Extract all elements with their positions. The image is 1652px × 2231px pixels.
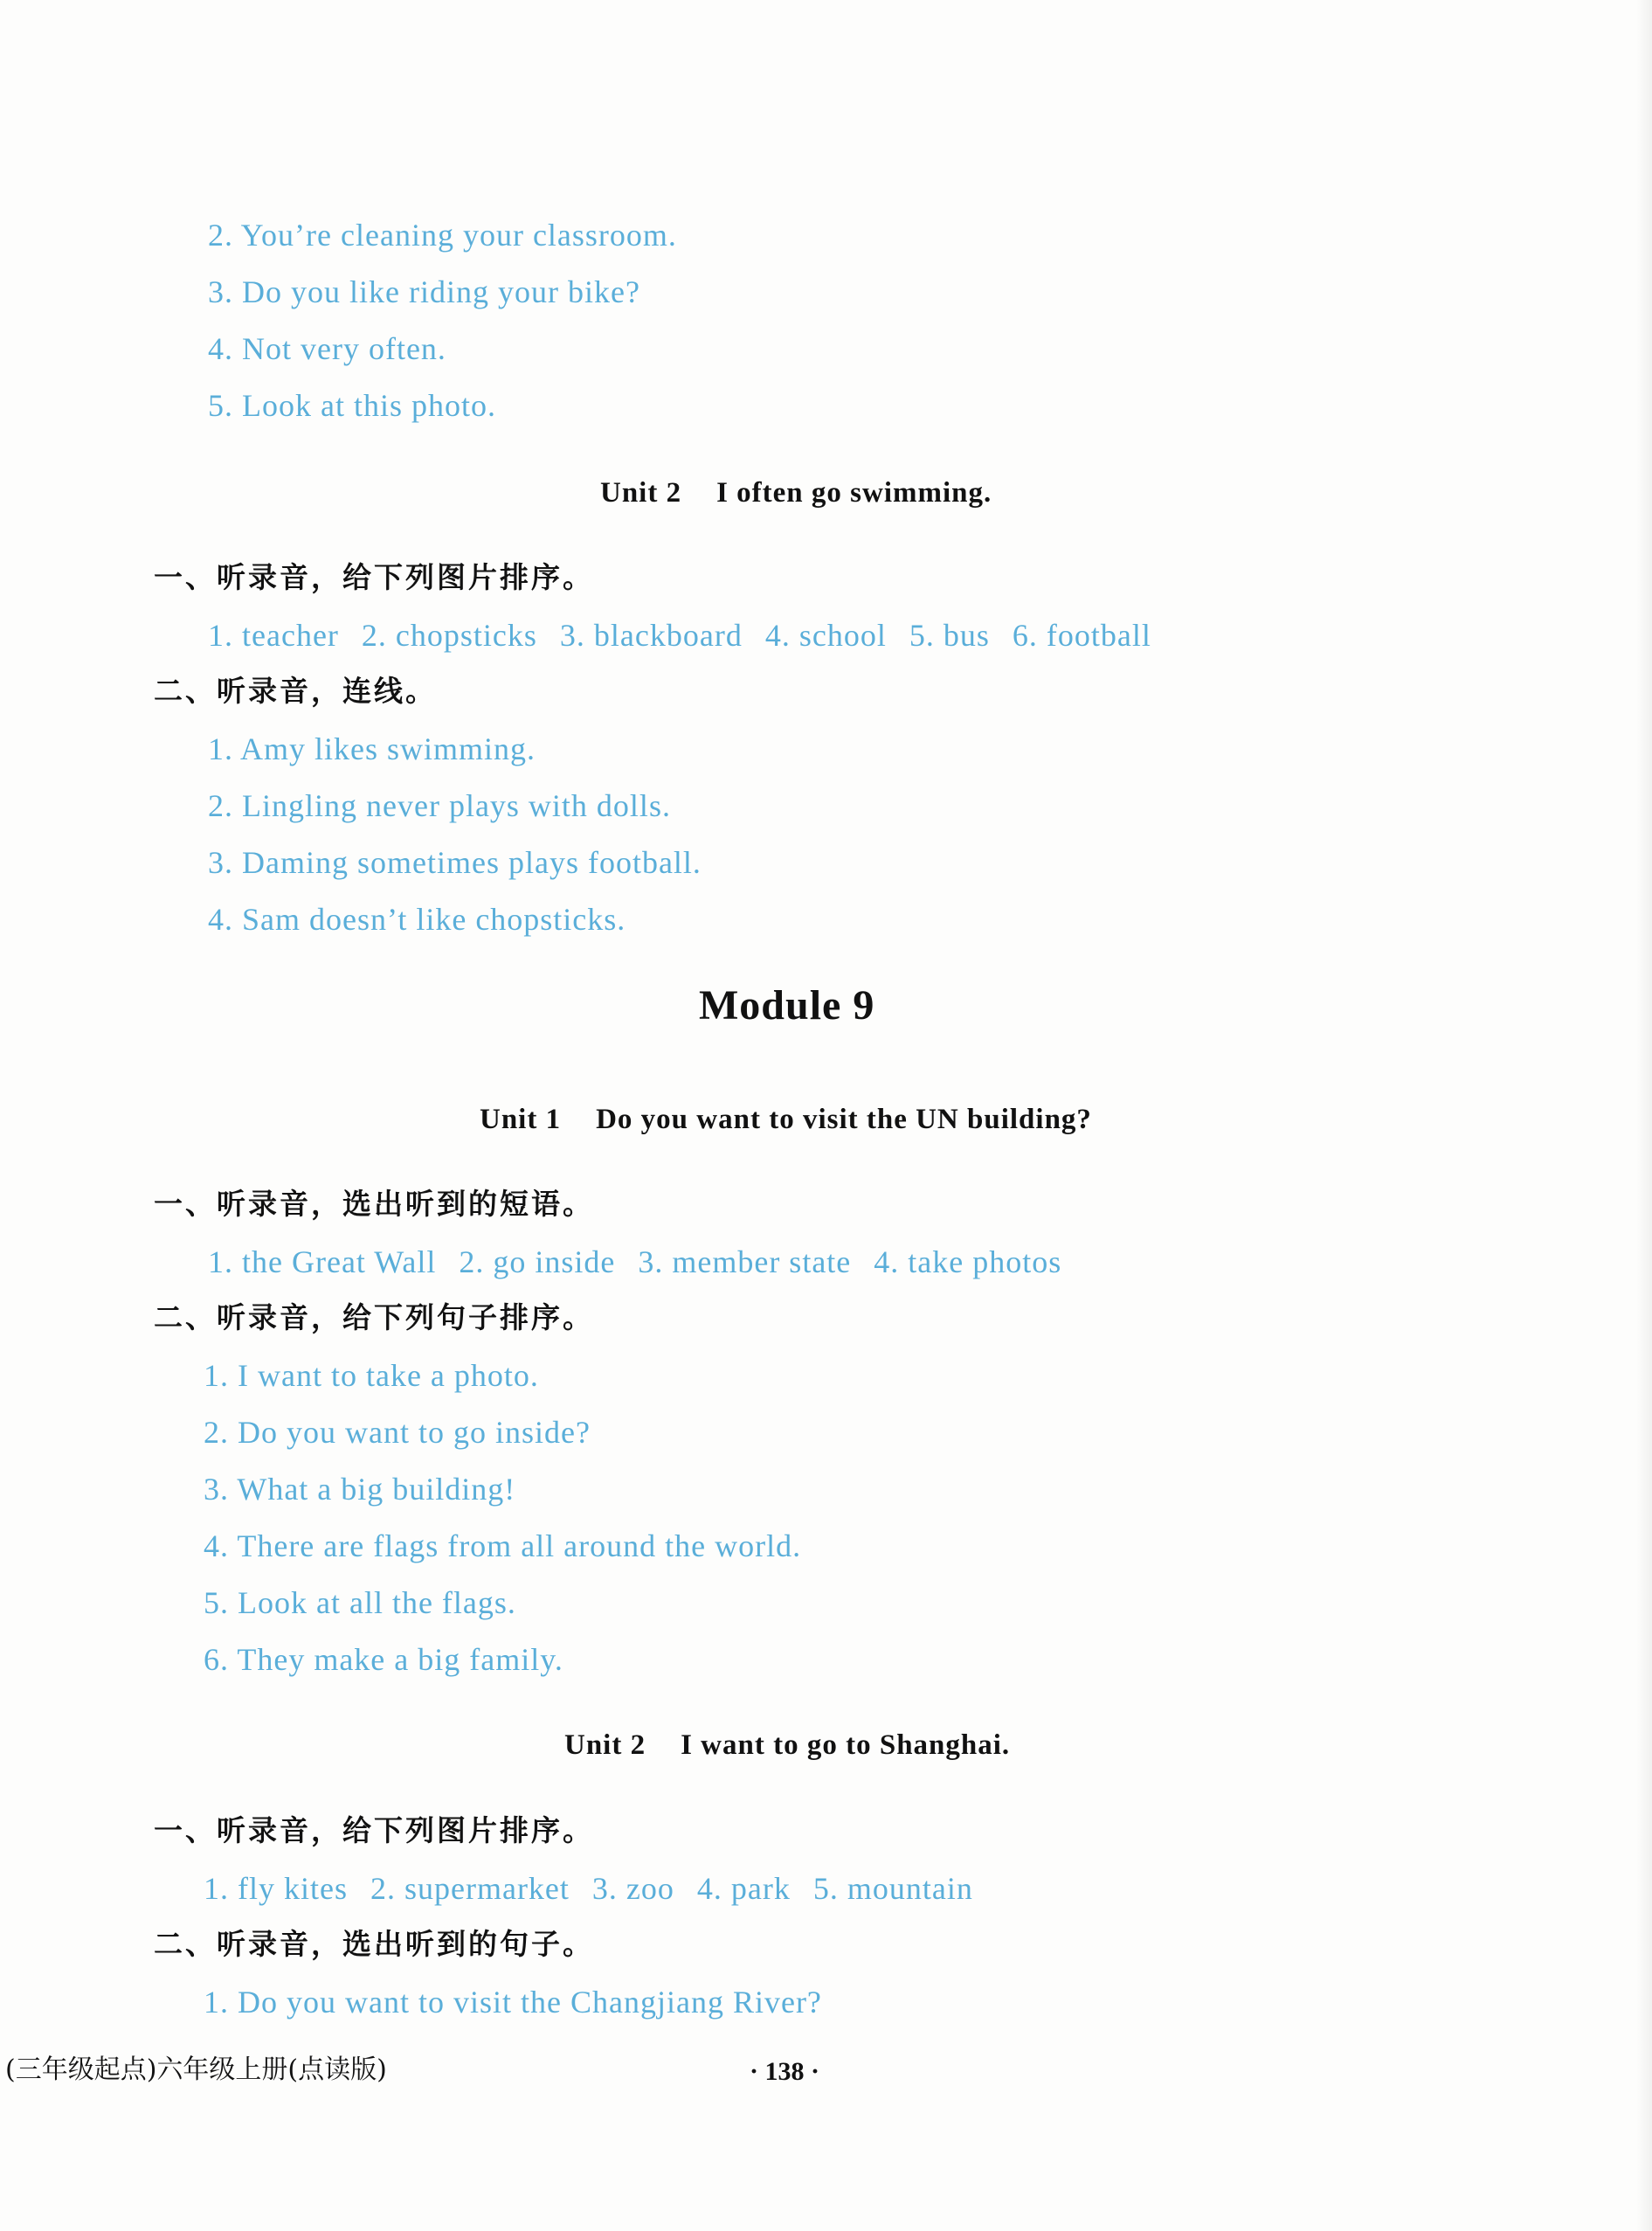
answer-row xyxy=(208,1246,1084,1278)
answer-item: 1. fly kites xyxy=(204,1871,348,1906)
answer-line: 4. There are flags from all around the world. xyxy=(204,1528,802,1563)
unit-name: I want to go to Shanghai. xyxy=(681,1729,1011,1761)
answer-line: 2. You’re cleaning your classroom. xyxy=(208,218,677,253)
answer-line: 3. What a big building! xyxy=(204,1472,516,1507)
page-edge-shadow xyxy=(1636,0,1652,2231)
unit-title xyxy=(480,1105,1092,1134)
answer-line: 5. Look at this photo. xyxy=(208,388,496,423)
answer-item: 1. the Great Wall xyxy=(208,1244,437,1279)
answer-item: 3. zoo xyxy=(591,1871,674,1906)
answer-item: 3. member state xyxy=(638,1244,852,1279)
answer-line: 2. Do you want to go inside? xyxy=(204,1415,591,1450)
answer-item: 1. teacher xyxy=(208,618,339,653)
answer-item: 4. school xyxy=(764,618,887,653)
page-number: · 138 · xyxy=(750,2057,820,2086)
answer-line: 1. Do you want to visit the Changjiang River? xyxy=(204,1985,822,2020)
answer-line: 3. Daming sometimes plays football. xyxy=(208,845,702,880)
section-heading: 二、听录音，连线。 xyxy=(154,674,437,708)
answer-item: 2. chopsticks xyxy=(361,618,537,653)
answer-line: 1. I want to take a photo. xyxy=(204,1358,539,1393)
unit-name: I often go swimming. xyxy=(716,477,992,509)
answer-item: 2. go inside xyxy=(459,1244,616,1279)
unit-title xyxy=(564,1731,1010,1760)
answer-item: 4. park xyxy=(696,1871,791,1906)
answer-item: 3. blackboard xyxy=(559,618,743,653)
section-heading: 一、听录音，选出听到的短语。 xyxy=(154,1187,594,1221)
section-heading: 二、听录音，给下列句子排序。 xyxy=(154,1300,594,1334)
answer-line: 4. Sam doesn’t like chopsticks. xyxy=(208,902,626,937)
section-heading: 一、听录音，给下列图片排序。 xyxy=(154,1813,594,1847)
unit-label: Unit 1 xyxy=(480,1104,562,1135)
answer-line: 4. Not very often. xyxy=(208,331,446,366)
section-heading: 二、听录音，选出听到的句子。 xyxy=(154,1927,594,1961)
unit-name: Do you want to visit the UN building? xyxy=(596,1104,1092,1135)
answer-item: 5. mountain xyxy=(812,1871,973,1906)
answer-item: 5. bus xyxy=(909,618,990,653)
answer-item: 4. take photos xyxy=(874,1244,1062,1279)
unit-title xyxy=(600,479,992,508)
answer-line: 6. They make a big family. xyxy=(204,1642,563,1677)
unit-label: Unit 2 xyxy=(564,1729,646,1761)
answer-item: 6. football xyxy=(1012,618,1151,653)
answer-line: 3. Do you like riding your bike? xyxy=(208,274,640,309)
module-title: Module 9 xyxy=(699,982,875,1029)
answer-line: 5. Look at all the flags. xyxy=(204,1585,516,1620)
answer-row xyxy=(208,620,1174,651)
answer-item: 2. supermarket xyxy=(370,1871,570,1906)
answer-row xyxy=(204,1873,996,1904)
answer-line: 2. Lingling never plays with dolls. xyxy=(208,788,671,823)
section-heading: 一、听录音，给下列图片排序。 xyxy=(154,560,594,594)
unit-label: Unit 2 xyxy=(600,477,682,509)
answer-line: 1. Amy likes swimming. xyxy=(208,731,536,766)
book-edition-label: (三年级起点)六年级上册(点读版) xyxy=(5,2054,387,2085)
